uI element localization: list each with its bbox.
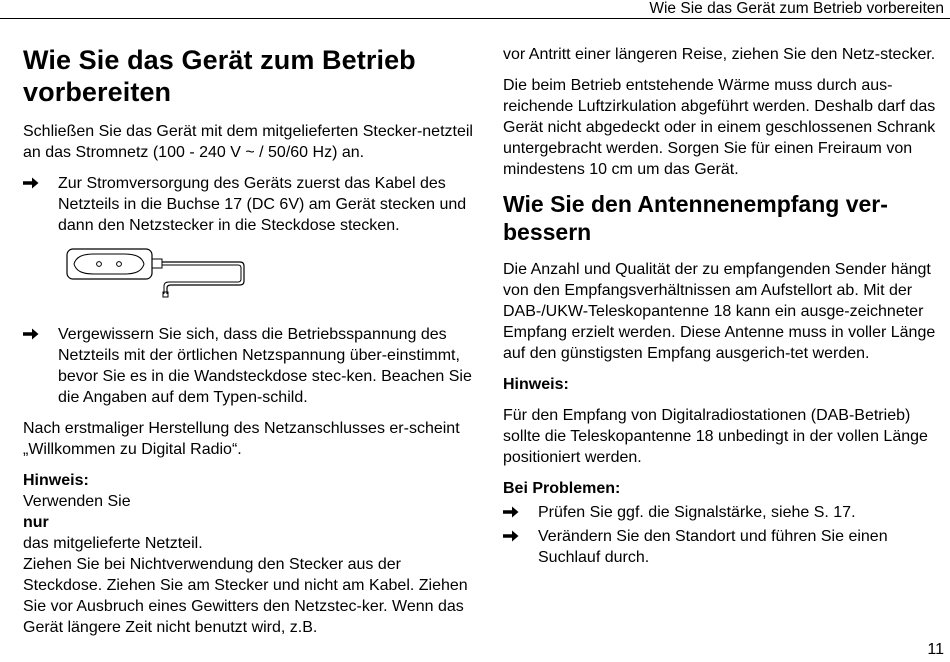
bullet-text: Vergewissern Sie sich, dass die Betriebsspannung des Netzteils mit der örtlichen Netzspannung über-einstimmt, bevor Sie es in die Wandsteckdose stec-ken. Beachen Sie die Angaben auf dem Typen-schild. — [58, 326, 472, 406]
section-heading-antenna — [503, 190, 943, 246]
note-unplug-text: Ziehen Sie bei Nichtverwendung den Stecker aus der Steckdose. Ziehen Sie am Stecker und nicht am Kabel. Ziehen Sie vor Ausbruch eines Gewitters den Netzstec-ker. Wenn das Gerät längere Zeit nicht benutzt wird, z.B. — [23, 556, 468, 636]
note-block — [23, 491, 473, 638]
welcome-message-paragraph: Nach erstmaliger Herstellung des Netzanschlusses er-scheint „Willkommen zu Digital Radio“. — [23, 420, 460, 458]
right-column — [503, 44, 943, 578]
arrow-bullet-icon — [503, 502, 523, 523]
dab-note-paragraph: Für den Empfang von Digitalradiostationen (DAB-Betrieb) sollte die Teleskopantenne 18 unbedingt in der vollen Länge positioniert werden. — [503, 407, 928, 466]
bullet-text: Verändern Sie den Standort und führen Sie einen Suchlauf durch. — [538, 528, 888, 566]
note-title: Hinweis: — [503, 376, 569, 393]
arrow-bullet-icon — [23, 324, 43, 345]
arrow-bullet-icon — [503, 526, 523, 547]
header-rule — [0, 18, 950, 19]
bullet-voltage-check — [23, 324, 473, 408]
arrow-bullet-icon — [23, 173, 43, 194]
page-number: 11 — [927, 641, 944, 658]
running-header: Wie Sie das Gerät zum Betrieb vorbereiten — [649, 0, 944, 17]
power-adapter-drawing — [66, 248, 266, 298]
heading-line-2: bessern — [503, 219, 592, 245]
note-line-only-adapter: Verwenden Sie nur das mitgelieferte Netzteil. — [23, 493, 203, 552]
bullet-text: Zur Stromversorgung des Geräts zuerst das Kabel des Netzteils in die Buchse 17 (DC 6V) am Gerät stecken und dann den Netzstecker in die Steckdose stecken. — [58, 175, 467, 234]
bullet-power-cable — [23, 173, 473, 236]
reception-paragraph: Die Anzahl und Qualität der zu empfangenden Sender hängt von den Empfangsverhältnissen am Aufstellort ab. Mit der DAB-/UKW-Teleskopantenne 18 kann ein ausge-zeichneter Empfang erzielt werden. Diese Antenne muss in voller Länge auf den günstigsten Empfang ausgerich-tet werden. — [503, 261, 936, 362]
heat-paragraph: Die beim Betrieb entstehende Wärme muss durch aus-reichende Luftzirkulation abgeführt werden. Deshalb darf das Gerät nicht abgedeckt oder in einem geschlossenen Schrank untergebracht werden. Sorgen Sie für einen Freiraum von mindestens 10 cm um das Gerät. — [503, 77, 936, 178]
continuation-paragraph: vor Antritt einer längeren Reise, ziehen Sie den Netz-stecker. — [503, 46, 936, 63]
section-heading-prepare — [23, 44, 473, 108]
heading-line-1: Wie Sie das Gerät zum Betrieb — [23, 45, 416, 75]
bullet-text: Prüfen Sie ggf. die Signalstärke, siehe S. 17. — [538, 504, 856, 521]
intro-paragraph: Schließen Sie das Gerät mit dem mitgelieferten Stecker-netzteil an das Stromnetz (100 - 240 V ~ / 50/60 Hz) an. — [23, 123, 473, 161]
power-adapter-illustration — [66, 248, 266, 298]
emphasis-nur: nur — [23, 514, 49, 531]
bullet-change-location — [503, 526, 943, 568]
left-column — [23, 44, 473, 648]
note-title: Hinweis: — [23, 472, 89, 489]
bullet-signal-strength — [503, 502, 943, 523]
heading-line-2: vorbereiten — [23, 77, 172, 107]
problems-title: Bei Problemen: — [503, 480, 621, 497]
heading-line-1: Wie Sie den Antennenempfang ver- — [503, 191, 888, 217]
